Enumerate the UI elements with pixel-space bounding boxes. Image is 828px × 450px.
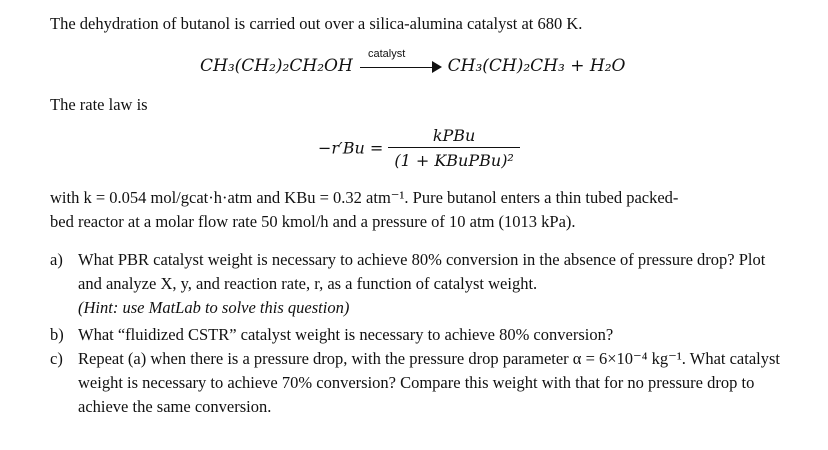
question-text: Repeat (a) when there is a pressure drop, with the pressure drop parameter α = 6×10⁻⁴ kg⁻¹. What catalyst weight is necessary to achieve 70% conversion? Compare this weight with that for no pressure drop to achieve the same conversion.: [78, 349, 781, 416]
rate-law-denominator: (1 + KBuPBu)²: [394, 151, 514, 170]
product-formula: CH₃(CH)₂CH₃ + H₂O: [447, 56, 626, 76]
question-label: c): [50, 349, 63, 368]
problem-intro: The dehydration of butanol is carried out over a silica-alumina catalyst at 680 K.: [50, 14, 583, 33]
question-a: [50, 248, 790, 320]
question-label: b): [50, 325, 64, 344]
question-text: What “fluidized CSTR” catalyst weight is necessary to achieve 80% conversion?: [78, 325, 614, 344]
question-b: [50, 323, 790, 347]
question-c: [50, 347, 790, 419]
rate-law-numerator: kPBu: [388, 126, 520, 148]
question-label: a): [50, 250, 63, 269]
conditions-line-1: with k = 0.054 mol/gcat·h·atm and KBu = 0.32 atm⁻¹. Pure butanol enters a thin tubed packed-: [50, 188, 679, 207]
reactant-formula: CH₃(CH₂)₂CH₂OH: [200, 56, 353, 76]
rate-law-label: The rate law is: [50, 95, 148, 114]
catalyst-label: catalyst: [368, 48, 406, 60]
reaction-arrow: [358, 60, 442, 74]
rate-law-fraction: [388, 126, 520, 170]
reaction-equation: [200, 56, 625, 76]
rate-law-lhs: −r′Bu =: [318, 138, 384, 158]
question-hint: (Hint: use MatLab to solve this question): [78, 298, 350, 317]
conditions-line-2: bed reactor at a molar flow rate 50 kmol/h and a pressure of 10 atm (1013 kPa).: [50, 212, 576, 231]
rate-law-equation: [318, 126, 520, 170]
question-text: What PBR catalyst weight is necessary to achieve 80% conversion in the absence of pressure drop? Plot and analyze X, y, and reaction rate, r, as a function of catalyst weight.: [78, 250, 766, 293]
